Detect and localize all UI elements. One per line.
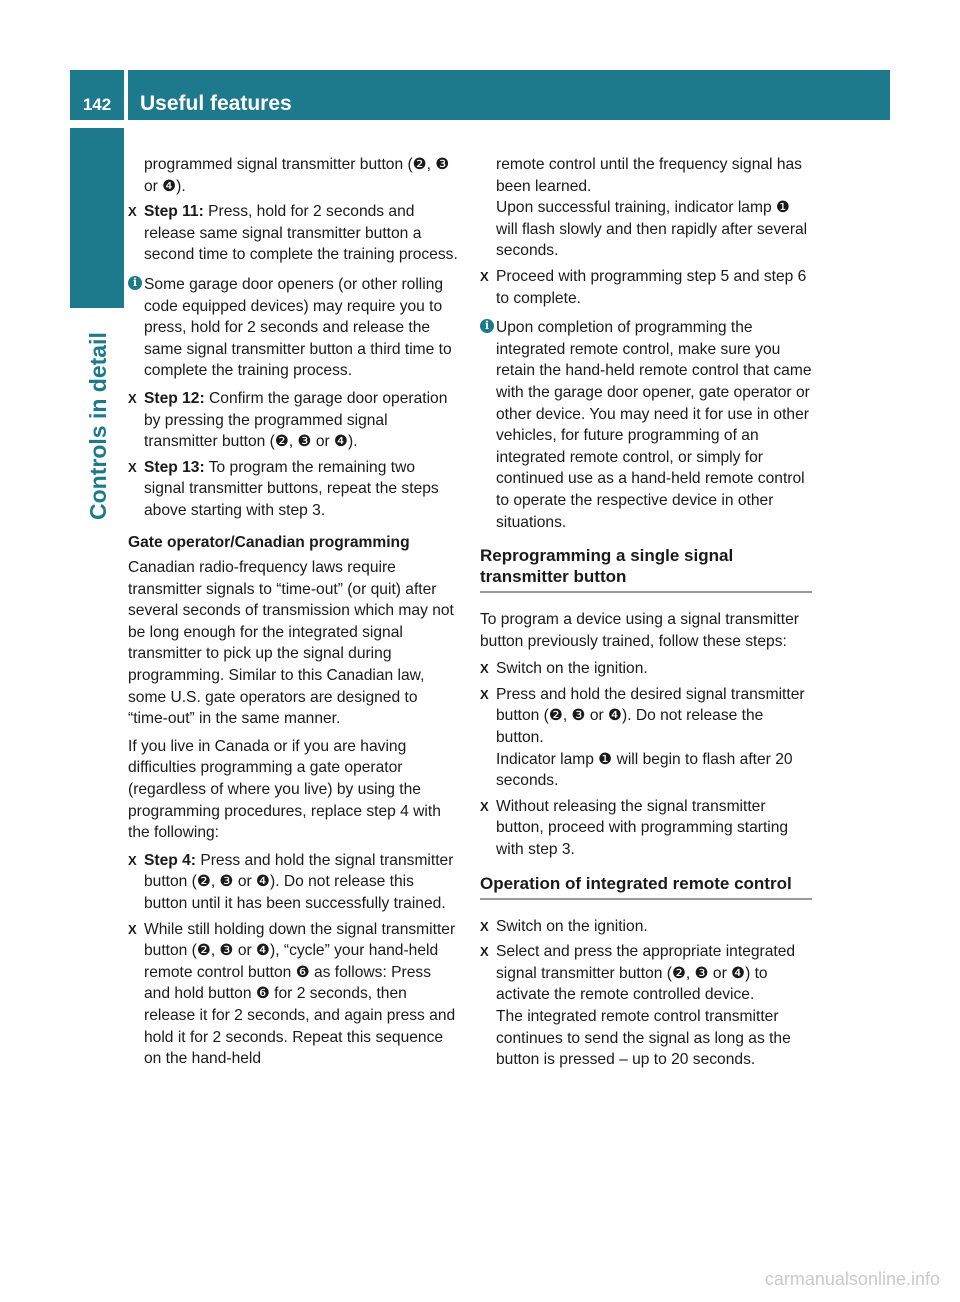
info-text: Upon completion of programming the integrated remote control, make sure you retain the hand-held remote control that came with the garage door opener, gate operator or other device. You may need it for use in other vehicles, for future programming of an integrated remote control, or simply for continued use as a hand-held remote control to operate the respective device in other situations. xyxy=(496,319,812,531)
step-text: Press and hold the signal transmitter button (❷, ❸ or ❹). Do not release this button until it has been successfully trained. xyxy=(144,851,454,912)
step-item xyxy=(128,388,460,453)
info-note xyxy=(128,274,460,382)
step-arrow-icon: X xyxy=(128,204,137,220)
step-arrow-icon: X xyxy=(480,918,489,934)
step-continuation: The integrated remote control transmitter continues to send the signal as long as the button is pressed – up to 20 seconds. xyxy=(496,1008,791,1069)
step-label: Step 13: xyxy=(144,458,205,476)
info-note xyxy=(480,317,812,533)
step-item xyxy=(128,850,460,915)
step-text: Switch on the ignition. xyxy=(496,917,648,935)
step-arrow-icon: X xyxy=(128,390,137,406)
step-text: Press and hold the desired signal transmitter button (❷, ❸ or ❹). Do not release the button. xyxy=(496,685,805,747)
left-column xyxy=(128,154,460,1074)
step-label: Step 12: xyxy=(144,389,205,407)
right-column xyxy=(480,154,812,1075)
section-heading: Operation of integrated remote control xyxy=(480,873,812,900)
step-arrow-icon: X xyxy=(480,661,489,677)
section-heading: Reprogramming a single signal transmitter button xyxy=(480,545,812,593)
paragraph: To program a device using a signal transmitter button previously trained, follow these steps: xyxy=(480,611,799,650)
step-item xyxy=(480,658,812,680)
step-label: Step 4: xyxy=(144,851,196,869)
step-item xyxy=(480,266,812,309)
step-item xyxy=(128,201,460,266)
step-arrow-icon: X xyxy=(128,921,137,937)
chapter-label: Controls in detail xyxy=(85,332,111,520)
step-label: Step 11: xyxy=(144,203,204,221)
step-text: Select and press the appropriate integrated signal transmitter button (❷, ❸ or ❹) to activate the remote controlled device. xyxy=(496,943,796,1004)
step-arrow-icon: X xyxy=(128,459,137,475)
step-item xyxy=(480,941,812,1006)
step-arrow-icon: X xyxy=(480,798,489,814)
info-icon: i xyxy=(480,319,494,333)
step-arrow-icon: X xyxy=(128,852,137,868)
step-continuation: programmed signal transmitter button (❷, ❸ or ❹). xyxy=(144,156,450,195)
step-arrow-icon: X xyxy=(480,268,489,284)
section-title: Useful features xyxy=(140,92,292,115)
step-text: Switch on the ignition. xyxy=(496,660,648,678)
step-continuation: Upon successful training, indicator lamp ❶ will flash slowly and then rapidly after several seconds. xyxy=(496,199,808,260)
step-continuation: Indicator lamp ❶ will begin to flash after 20 seconds. xyxy=(496,750,793,790)
step-item xyxy=(480,684,812,749)
step-item xyxy=(480,796,812,861)
step-text: Proceed with programming step 5 and step 6 to complete. xyxy=(496,267,807,307)
paragraph: Canadian radio-frequency laws require transmitter signals to “time-out” (or quit) after several seconds of transmission which may not be long enough for the integrated signal transmitter to pick up the signal during programming. Similar to this Canadian law, some U.S. gate operators are designed to “time-out” in the same manner. xyxy=(128,559,454,728)
step-arrow-icon: X xyxy=(480,944,489,960)
header-separator xyxy=(124,70,128,120)
step-text: Press, hold for 2 seconds and release same signal transmitter button a second time to complete the training process. xyxy=(144,203,458,264)
page-number: 142 xyxy=(82,95,112,114)
paragraph: If you live in Canada or if you are having difficulties programming a gate operator (regardless of where you live) by using the programming procedures, replace step 4 with the following: xyxy=(128,737,441,842)
step-text: Without releasing the signal transmitter button, proceed with programming starting with step 3. xyxy=(496,797,789,859)
subsection-heading: Gate operator/Canadian programming xyxy=(128,533,410,551)
step-continuation: remote control until the frequency signal has been learned. xyxy=(496,156,802,195)
step-item xyxy=(128,919,460,1070)
side-tab-bar xyxy=(70,128,124,308)
info-text: Some garage door openers (or other rolling code equipped devices) may require you to press, hold for 2 seconds and release the same signal transmitter button a third time to complete the training process. xyxy=(144,275,452,380)
step-item xyxy=(128,457,460,522)
step-text: Confirm the garage door operation by pressing the programmed signal transmitter button (❷, ❸ or ❹). xyxy=(144,389,448,451)
info-icon: i xyxy=(128,276,142,290)
step-item xyxy=(480,916,812,938)
step-text: While still holding down the signal transmitter button (❷, ❸ or ❹), “cycle” your hand-held remote control button ❻ as follows: Press and hold button ❻ for 2 seconds, then release it for 2 seconds, and again press and hold it for 2 seconds. Repeat this sequence on the hand-held xyxy=(144,920,456,1068)
watermark: carmanualsonline.info xyxy=(764,1269,940,1289)
step-arrow-icon: X xyxy=(480,686,489,702)
step-text: To program the remaining two signal transmitter buttons, repeat the steps above starting with step 3. xyxy=(144,458,439,519)
